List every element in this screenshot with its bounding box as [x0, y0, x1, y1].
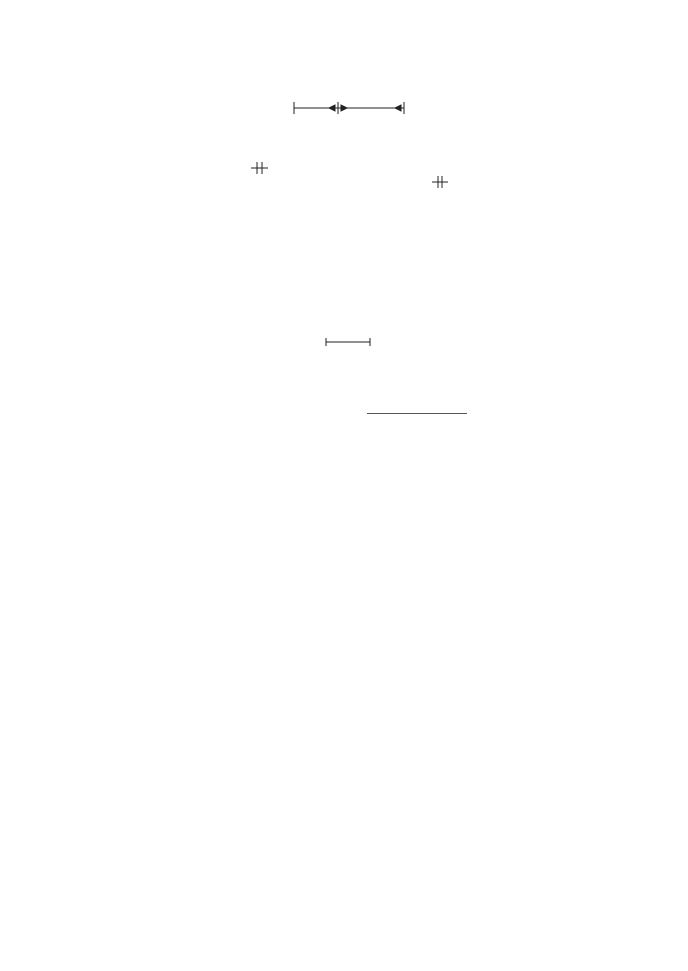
- splitting-marker-a3H: [251, 162, 268, 174]
- scale-bar: [326, 338, 370, 346]
- left-column: [58, 403, 354, 425]
- footnote-rule: [367, 413, 467, 414]
- splitting-marker-a4gamma: [432, 176, 448, 188]
- splitting-marker-top: [294, 102, 404, 114]
- esr-spectrum-figure: [28, 90, 668, 370]
- right-column: [367, 403, 667, 418]
- esr-spectrum: [28, 90, 668, 370]
